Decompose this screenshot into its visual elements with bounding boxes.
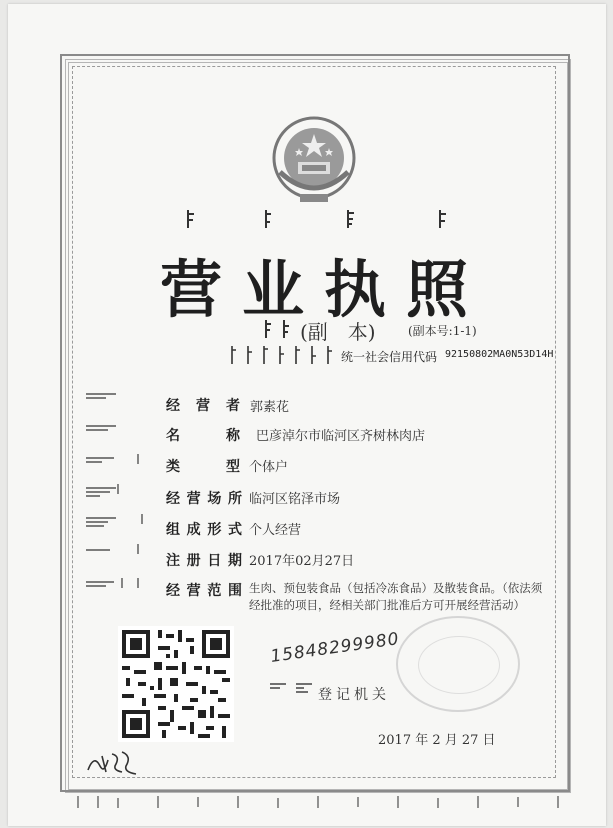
mongolian-script-credit (226, 344, 338, 366)
copy-number: (副本号:1-1) (408, 324, 477, 338)
credit-code-value: 92150802MA0N53D14H (445, 349, 554, 360)
credit-code-label: 统一社会信用代码 (341, 350, 438, 364)
form-label: 组 成 形 式 (166, 522, 242, 538)
place-value: 临河区铭泽市场 (249, 492, 341, 507)
name-value: 巴彦淖尔市临河区齐树林肉店 (256, 429, 426, 444)
registration-authority: 登记机关 (318, 687, 390, 703)
official-seal-inner (418, 636, 500, 694)
type-label: 类 型 (166, 459, 240, 475)
title-char: 业 (241, 253, 306, 326)
name-label: 名 称 (166, 428, 240, 444)
license-sheet (8, 4, 606, 826)
mongolian-script-subtitle (260, 318, 296, 340)
place-label: 经 营 场 所 (166, 491, 242, 507)
operator-value: 郭素花 (250, 400, 290, 415)
type-value: 个体户 (249, 460, 289, 475)
title-char: 营 (160, 253, 225, 326)
mongolian-script-labels (82, 388, 152, 598)
operator-label: 经 营 者 (166, 398, 240, 414)
date-value: 2017年02月27日 (249, 554, 355, 569)
official-seal (396, 616, 520, 712)
scope-value-line2: 经批准的项目，经相关部门批准后方可开展经营活动） (249, 598, 525, 612)
handwritten-phone: 15848299980 (269, 629, 401, 667)
scope-value-line1: 生肉、预包装食品（包括冷冻食品）及散装食品。（依法须 (249, 581, 543, 595)
mongolian-script-title (178, 208, 458, 230)
date-label: 注 册 日 期 (166, 553, 242, 569)
qr-code-icon (118, 626, 234, 742)
title-char: 照 (405, 253, 470, 326)
handwritten-signature (84, 748, 144, 778)
scope-label: 经 营 范 围 (166, 583, 242, 599)
license-subtitle: (副 本) (300, 320, 376, 344)
mongolian-script-footer (68, 794, 568, 810)
issue-date: 2017 年 2 月 27 日 (378, 733, 496, 748)
form-value: 个人经营 (249, 523, 302, 538)
national-emblem-icon (266, 112, 362, 208)
mongolian-script-authority (266, 680, 316, 702)
title-char: 执 (323, 253, 388, 326)
